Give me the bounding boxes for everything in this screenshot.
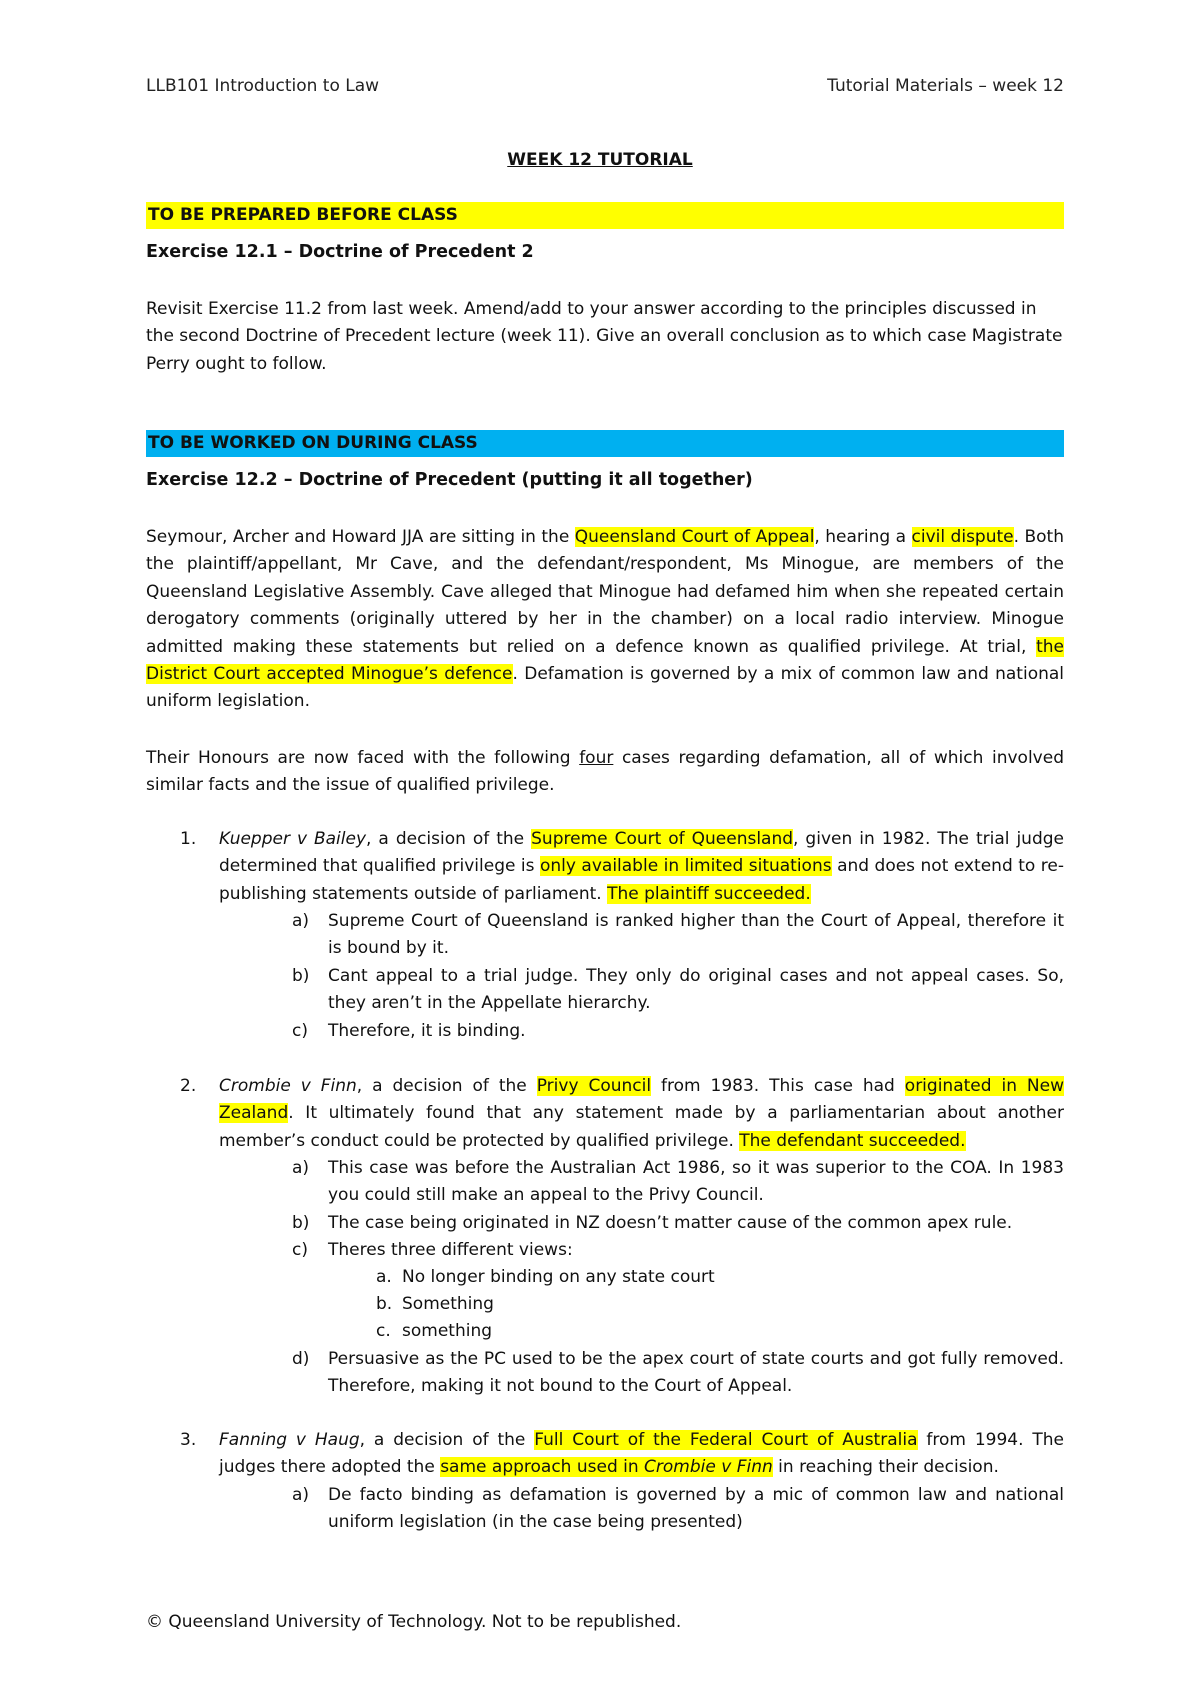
case-item-kuepper: 1. Kuepper v Bailey, a decision of the Supreme Court of Queensland, given in 1982. The trial judge determined that qualified privilege is only available in limited situations and does not extend to re-publishing statements outside of parliament. The plaintiff succeeded. [180,829,1064,904]
header-course: LLB101 Introduction to Law [146,76,380,96]
exercise-12-1-title: Exercise 12.1 – Doctrine of Precedent 2 [146,242,534,262]
cases-intro-paragraph: Their Honours are now faced with the following four cases regarding defamation, all of which involved similar facts and the issue of qualified privilege. [146,748,1064,796]
case3-note: a) De facto binding as defamation is governed by a mic of common law and national uniform legislation (in the case being presented) [292,1485,1064,1533]
case-item-crombie: 2. Crombie v Finn, a decision of the Privy Council from 1983. This case had originated in New Zealand. It ultimately found that any statement made by a parliamentarian about another member’s conduct could be protected by qualified privilege. The defendant succeeded. [180,1076,1065,1151]
highlight-civil-dispute: civil dispute [911,527,1014,547]
highlight-district-court: the District Court accepted Minogue’s defence [146,636,1064,685]
scenario-paragraph: Seymour, Archer and Howard JJA are sitting in the Queensland Court of Appeal, hearing a civil dispute. Both the plaintiff/appellant, Mr Cave, and the defendant/respondent, Ms Minogue, are members of the Queensland Legislative Assembly. Cave alleged that Minogue had defamed him when she repeated certain derogatory comments (originally uttered by her in the chamber) on a local radio interview. Minogue admitted making these statements but relied on a defence known as qualified privilege. At trial, the District Court accepted Minogue’s defence. Defamation is governed by a mix of common law and national uniform legislation. [146,527,1065,712]
case2-view: c. something [376,1321,493,1341]
section-band-during-class: TO BE WORKED ON DURING CLASS [146,430,1064,457]
case1-note: c) Therefore, it is binding. [292,1021,526,1041]
case2-note: a) This case was before the Australian Act 1986, so it was superior to the COA. In 1983 you could still make an appeal to the Privy Council. [292,1158,1064,1206]
case2-note: d) Persuasive as the PC used to be the apex court of state courts and got fully removed. Therefore, making it not bound to the Court of Appeal. [292,1349,1064,1397]
case-item-fanning: 3. Fanning v Haug, a decision of the Full Court of the Federal Court of Australia from 1994. The judges there adopted the same approach used in Crombie v Finn in reaching their decision. [180,1430,1065,1478]
copyright-footer: © Queensland University of Technology. Not to be republished. [146,1612,682,1632]
header-materials: Tutorial Materials – week 12 [827,76,1064,96]
exercise-12-2-title: Exercise 12.2 – Doctrine of Precedent (putting it all together) [146,470,753,490]
case1-note: b) Cant appeal to a trial judge. They only do original cases and not appeal cases. So, they aren’t in the Appellate hierarchy. [292,966,1064,1014]
section-band-before-class: TO BE PREPARED BEFORE CLASS [146,202,1064,229]
case1-note: a) Supreme Court of Queensland is ranked higher than the Court of Appeal, therefore it is bound by it. [292,911,1064,959]
exercise-12-1-paragraph: Revisit Exercise 11.2 from last week. Amend/add to your answer according to the principles discussed in the second Doctrine of Precedent lecture (week 11). Give an overall conclusion as to which case Magistrate Perry ought to follow. [146,299,1063,374]
page-title: WEEK 12 TUTORIAL [507,150,693,170]
highlight-court-of-appeal: Queensland Court of Appeal [574,527,815,547]
case2-view: a. No longer binding on any state court [376,1267,715,1287]
case2-view: b. Something [376,1294,494,1314]
case2-note: b) The case being originated in NZ doesn’t matter cause of the common apex rule. [292,1213,1013,1233]
case2-note: c) Theres three different views: [292,1240,573,1260]
